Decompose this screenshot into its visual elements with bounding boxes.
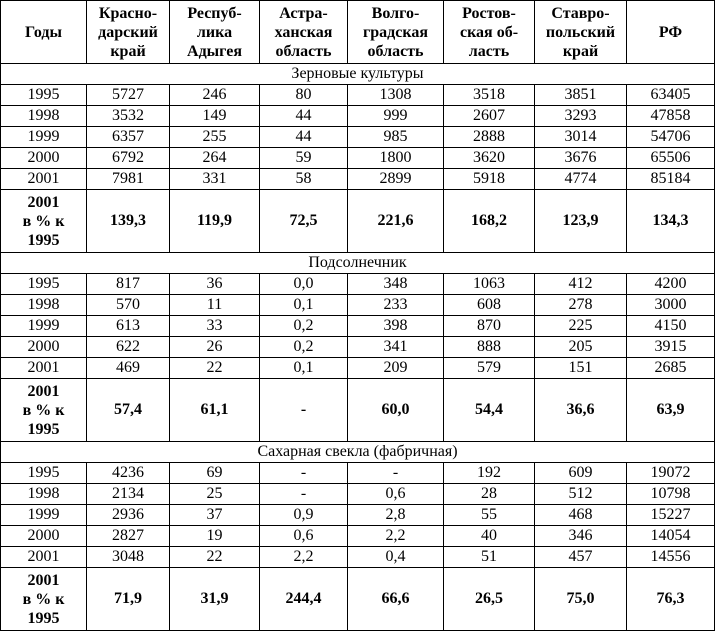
table-row — [1, 295, 715, 316]
value-cell: 0,9 — [260, 505, 348, 526]
year-cell: 1995 — [1, 85, 87, 106]
year-cell: 1998 — [1, 106, 87, 127]
table-header — [1, 1, 715, 64]
column-header-line: Адыгея — [187, 42, 242, 60]
percent-label-line: 2001 — [27, 382, 60, 400]
percent-value-cell: 26,5 — [444, 568, 535, 631]
value-cell: 4236 — [87, 463, 170, 484]
value-cell: 28 — [444, 484, 535, 505]
value-cell: 2,2 — [260, 547, 348, 568]
value-cell: 3620 — [444, 148, 535, 169]
percent-value-cell: 71,9 — [87, 568, 170, 631]
value-cell: 26 — [170, 337, 260, 358]
value-cell: 0,2 — [260, 316, 348, 337]
year-cell: 2000 — [1, 526, 87, 547]
value-cell: 14556 — [627, 547, 715, 568]
section-title: Подсолнечник — [1, 253, 715, 274]
percent-label — [1, 568, 87, 631]
column-header-line: лика — [196, 23, 233, 41]
value-cell: 341 — [348, 337, 444, 358]
year-cell: 1995 — [1, 463, 87, 484]
section-title: Сахарная свекла (фабричная) — [1, 442, 715, 463]
value-cell: 3048 — [87, 547, 170, 568]
value-cell: 40 — [444, 526, 535, 547]
value-cell: 11 — [170, 295, 260, 316]
value-cell: 2899 — [348, 169, 444, 190]
value-cell: 5727 — [87, 85, 170, 106]
value-cell: 209 — [348, 358, 444, 379]
header-row — [1, 1, 715, 64]
value-cell: 33 — [170, 316, 260, 337]
value-cell: 4774 — [535, 169, 627, 190]
percent-value-cell: 75,0 — [535, 568, 627, 631]
year-cell: 1999 — [1, 316, 87, 337]
value-cell: 469 — [87, 358, 170, 379]
value-cell: 58 — [260, 169, 348, 190]
percent-value-cell: 61,1 — [170, 379, 260, 442]
value-cell: 609 — [535, 463, 627, 484]
value-cell: 54706 — [627, 127, 715, 148]
value-cell: 3518 — [444, 85, 535, 106]
percent-value-cell: 244,4 — [260, 568, 348, 631]
value-cell: 278 — [535, 295, 627, 316]
value-cell: 2,8 — [348, 505, 444, 526]
value-cell: 65506 — [627, 148, 715, 169]
percent-row — [1, 190, 715, 253]
table-row — [1, 127, 715, 148]
value-cell: 2607 — [444, 106, 535, 127]
value-cell: 149 — [170, 106, 260, 127]
column-header-line: область — [367, 42, 424, 60]
percent-label-line: 1995 — [27, 609, 60, 627]
percent-value-cell: 54,4 — [444, 379, 535, 442]
value-cell: 44 — [260, 127, 348, 148]
value-cell: 468 — [535, 505, 627, 526]
column-header-line: Ростов- — [462, 4, 516, 22]
value-cell: 2827 — [87, 526, 170, 547]
percent-value-cell: 119,9 — [170, 190, 260, 253]
column-header-line: градская — [363, 23, 428, 41]
value-cell: 6357 — [87, 127, 170, 148]
percent-value-cell: 168,2 — [444, 190, 535, 253]
value-cell: 1063 — [444, 274, 535, 295]
value-cell: 15227 — [627, 505, 715, 526]
value-cell: 36 — [170, 274, 260, 295]
percent-label-line: 1995 — [27, 420, 60, 438]
value-cell: 2936 — [87, 505, 170, 526]
value-cell: 5918 — [444, 169, 535, 190]
table-row — [1, 316, 715, 337]
value-cell: 412 — [535, 274, 627, 295]
column-header — [444, 1, 535, 64]
value-cell: 4150 — [627, 316, 715, 337]
table-row — [1, 463, 715, 484]
column-header-line: ласть — [468, 42, 510, 60]
table-row — [1, 106, 715, 127]
value-cell: 3293 — [535, 106, 627, 127]
value-cell: 7981 — [87, 169, 170, 190]
value-cell: 4200 — [627, 274, 715, 295]
value-cell: 19 — [170, 526, 260, 547]
percent-label-line: 1995 — [27, 231, 60, 249]
percent-label — [1, 190, 87, 253]
value-cell: 999 — [348, 106, 444, 127]
value-cell: 233 — [348, 295, 444, 316]
year-cell: 2001 — [1, 169, 87, 190]
column-header-line: дарский — [98, 23, 158, 41]
percent-value-cell: - — [260, 379, 348, 442]
value-cell: 0,4 — [348, 547, 444, 568]
column-header-line: область — [275, 42, 332, 60]
column-header-line: ханская — [274, 23, 333, 41]
value-cell: 246 — [170, 85, 260, 106]
percent-value-cell: 221,6 — [348, 190, 444, 253]
value-cell: 0,6 — [260, 526, 348, 547]
column-header-line: край — [110, 42, 146, 60]
value-cell: 870 — [444, 316, 535, 337]
value-cell: 6792 — [87, 148, 170, 169]
table-row — [1, 505, 715, 526]
column-header-line: край — [562, 42, 599, 60]
value-cell: 0,1 — [260, 358, 348, 379]
year-cell: 2001 — [1, 358, 87, 379]
value-cell: 570 — [87, 295, 170, 316]
value-cell: 0,1 — [260, 295, 348, 316]
percent-label-line: в % к — [22, 401, 65, 419]
percent-value-cell: 57,4 — [87, 379, 170, 442]
column-header — [260, 1, 348, 64]
value-cell: 1800 — [348, 148, 444, 169]
value-cell: 225 — [535, 316, 627, 337]
value-cell: 25 — [170, 484, 260, 505]
table-row — [1, 547, 715, 568]
year-cell: 1995 — [1, 274, 87, 295]
column-header — [627, 1, 715, 64]
value-cell: 608 — [444, 295, 535, 316]
value-cell: 0,0 — [260, 274, 348, 295]
value-cell: 0,6 — [348, 484, 444, 505]
table-body — [1, 64, 715, 631]
year-cell: 2001 — [1, 547, 87, 568]
value-cell: 888 — [444, 337, 535, 358]
year-cell: 1998 — [1, 484, 87, 505]
value-cell: 2,2 — [348, 526, 444, 547]
percent-value-cell: 72,5 — [260, 190, 348, 253]
percent-value-cell: 66,6 — [348, 568, 444, 631]
value-cell: 3676 — [535, 148, 627, 169]
table-row — [1, 274, 715, 295]
value-cell: 622 — [87, 337, 170, 358]
value-cell: 348 — [348, 274, 444, 295]
percent-label-line: в % к — [22, 212, 65, 230]
value-cell: 151 — [535, 358, 627, 379]
year-cell: 2000 — [1, 148, 87, 169]
value-cell: 512 — [535, 484, 627, 505]
value-cell: - — [260, 463, 348, 484]
year-cell: 1999 — [1, 127, 87, 148]
percent-value-cell: 123,9 — [535, 190, 627, 253]
table-row — [1, 169, 715, 190]
value-cell: 85184 — [627, 169, 715, 190]
value-cell: 264 — [170, 148, 260, 169]
value-cell: 0,2 — [260, 337, 348, 358]
column-header-line: Годы — [25, 23, 62, 41]
column-header-line: польский — [545, 23, 616, 41]
value-cell: 346 — [535, 526, 627, 547]
column-header-line: Красно- — [98, 4, 158, 22]
table-row — [1, 337, 715, 358]
percent-value-cell: 36,6 — [535, 379, 627, 442]
value-cell: 457 — [535, 547, 627, 568]
column-header — [1, 1, 87, 64]
value-cell: 331 — [170, 169, 260, 190]
column-header — [87, 1, 170, 64]
year-cell: 1999 — [1, 505, 87, 526]
value-cell: 63405 — [627, 85, 715, 106]
column-header-line: Ставро- — [551, 4, 610, 22]
percent-value-cell: 134,3 — [627, 190, 715, 253]
value-cell: 3851 — [535, 85, 627, 106]
percent-label-line: 2001 — [27, 571, 60, 589]
value-cell: 2685 — [627, 358, 715, 379]
year-cell: 1998 — [1, 295, 87, 316]
value-cell: 192 — [444, 463, 535, 484]
value-cell: 19072 — [627, 463, 715, 484]
percent-value-cell: 60,0 — [348, 379, 444, 442]
column-header — [348, 1, 444, 64]
percent-label — [1, 379, 87, 442]
column-header — [170, 1, 260, 64]
value-cell: - — [348, 463, 444, 484]
value-cell: 22 — [170, 547, 260, 568]
percent-value-cell: 31,9 — [170, 568, 260, 631]
column-header-line: РФ — [658, 23, 683, 41]
value-cell: 55 — [444, 505, 535, 526]
column-header-line: Волго- — [371, 4, 420, 22]
column-header-line: ская об- — [459, 23, 519, 41]
value-cell: 44 — [260, 106, 348, 127]
section-title-row — [1, 253, 715, 274]
table-row — [1, 148, 715, 169]
value-cell: 255 — [170, 127, 260, 148]
value-cell: 3915 — [627, 337, 715, 358]
percent-value-cell: 139,3 — [87, 190, 170, 253]
value-cell: 10798 — [627, 484, 715, 505]
value-cell: 579 — [444, 358, 535, 379]
percent-label-line: в % к — [22, 590, 65, 608]
table-row — [1, 85, 715, 106]
value-cell: 1308 — [348, 85, 444, 106]
percent-value-cell: 76,3 — [627, 568, 715, 631]
value-cell: 80 — [260, 85, 348, 106]
section-title-row — [1, 64, 715, 85]
column-header — [535, 1, 627, 64]
year-cell: 2000 — [1, 337, 87, 358]
section-title: Зерновые культуры — [1, 64, 715, 85]
table-row — [1, 526, 715, 547]
value-cell: 613 — [87, 316, 170, 337]
percent-value-cell: 63,9 — [627, 379, 715, 442]
value-cell: 2888 — [444, 127, 535, 148]
percent-label-line: 2001 — [27, 193, 60, 211]
percent-row — [1, 379, 715, 442]
table-row — [1, 358, 715, 379]
column-header-line: Астра- — [279, 4, 328, 22]
value-cell: 3532 — [87, 106, 170, 127]
value-cell: 985 — [348, 127, 444, 148]
value-cell: 69 — [170, 463, 260, 484]
value-cell: 205 — [535, 337, 627, 358]
value-cell: 817 — [87, 274, 170, 295]
value-cell: 14054 — [627, 526, 715, 547]
percent-row — [1, 568, 715, 631]
value-cell: 3014 — [535, 127, 627, 148]
value-cell: 51 — [444, 547, 535, 568]
value-cell: 398 — [348, 316, 444, 337]
table-row — [1, 484, 715, 505]
value-cell: 47858 — [627, 106, 715, 127]
value-cell: 37 — [170, 505, 260, 526]
value-cell: 3000 — [627, 295, 715, 316]
value-cell: - — [260, 484, 348, 505]
section-title-row — [1, 442, 715, 463]
value-cell: 22 — [170, 358, 260, 379]
value-cell: 2134 — [87, 484, 170, 505]
column-header-line: Респуб- — [187, 4, 242, 22]
value-cell: 59 — [260, 148, 348, 169]
